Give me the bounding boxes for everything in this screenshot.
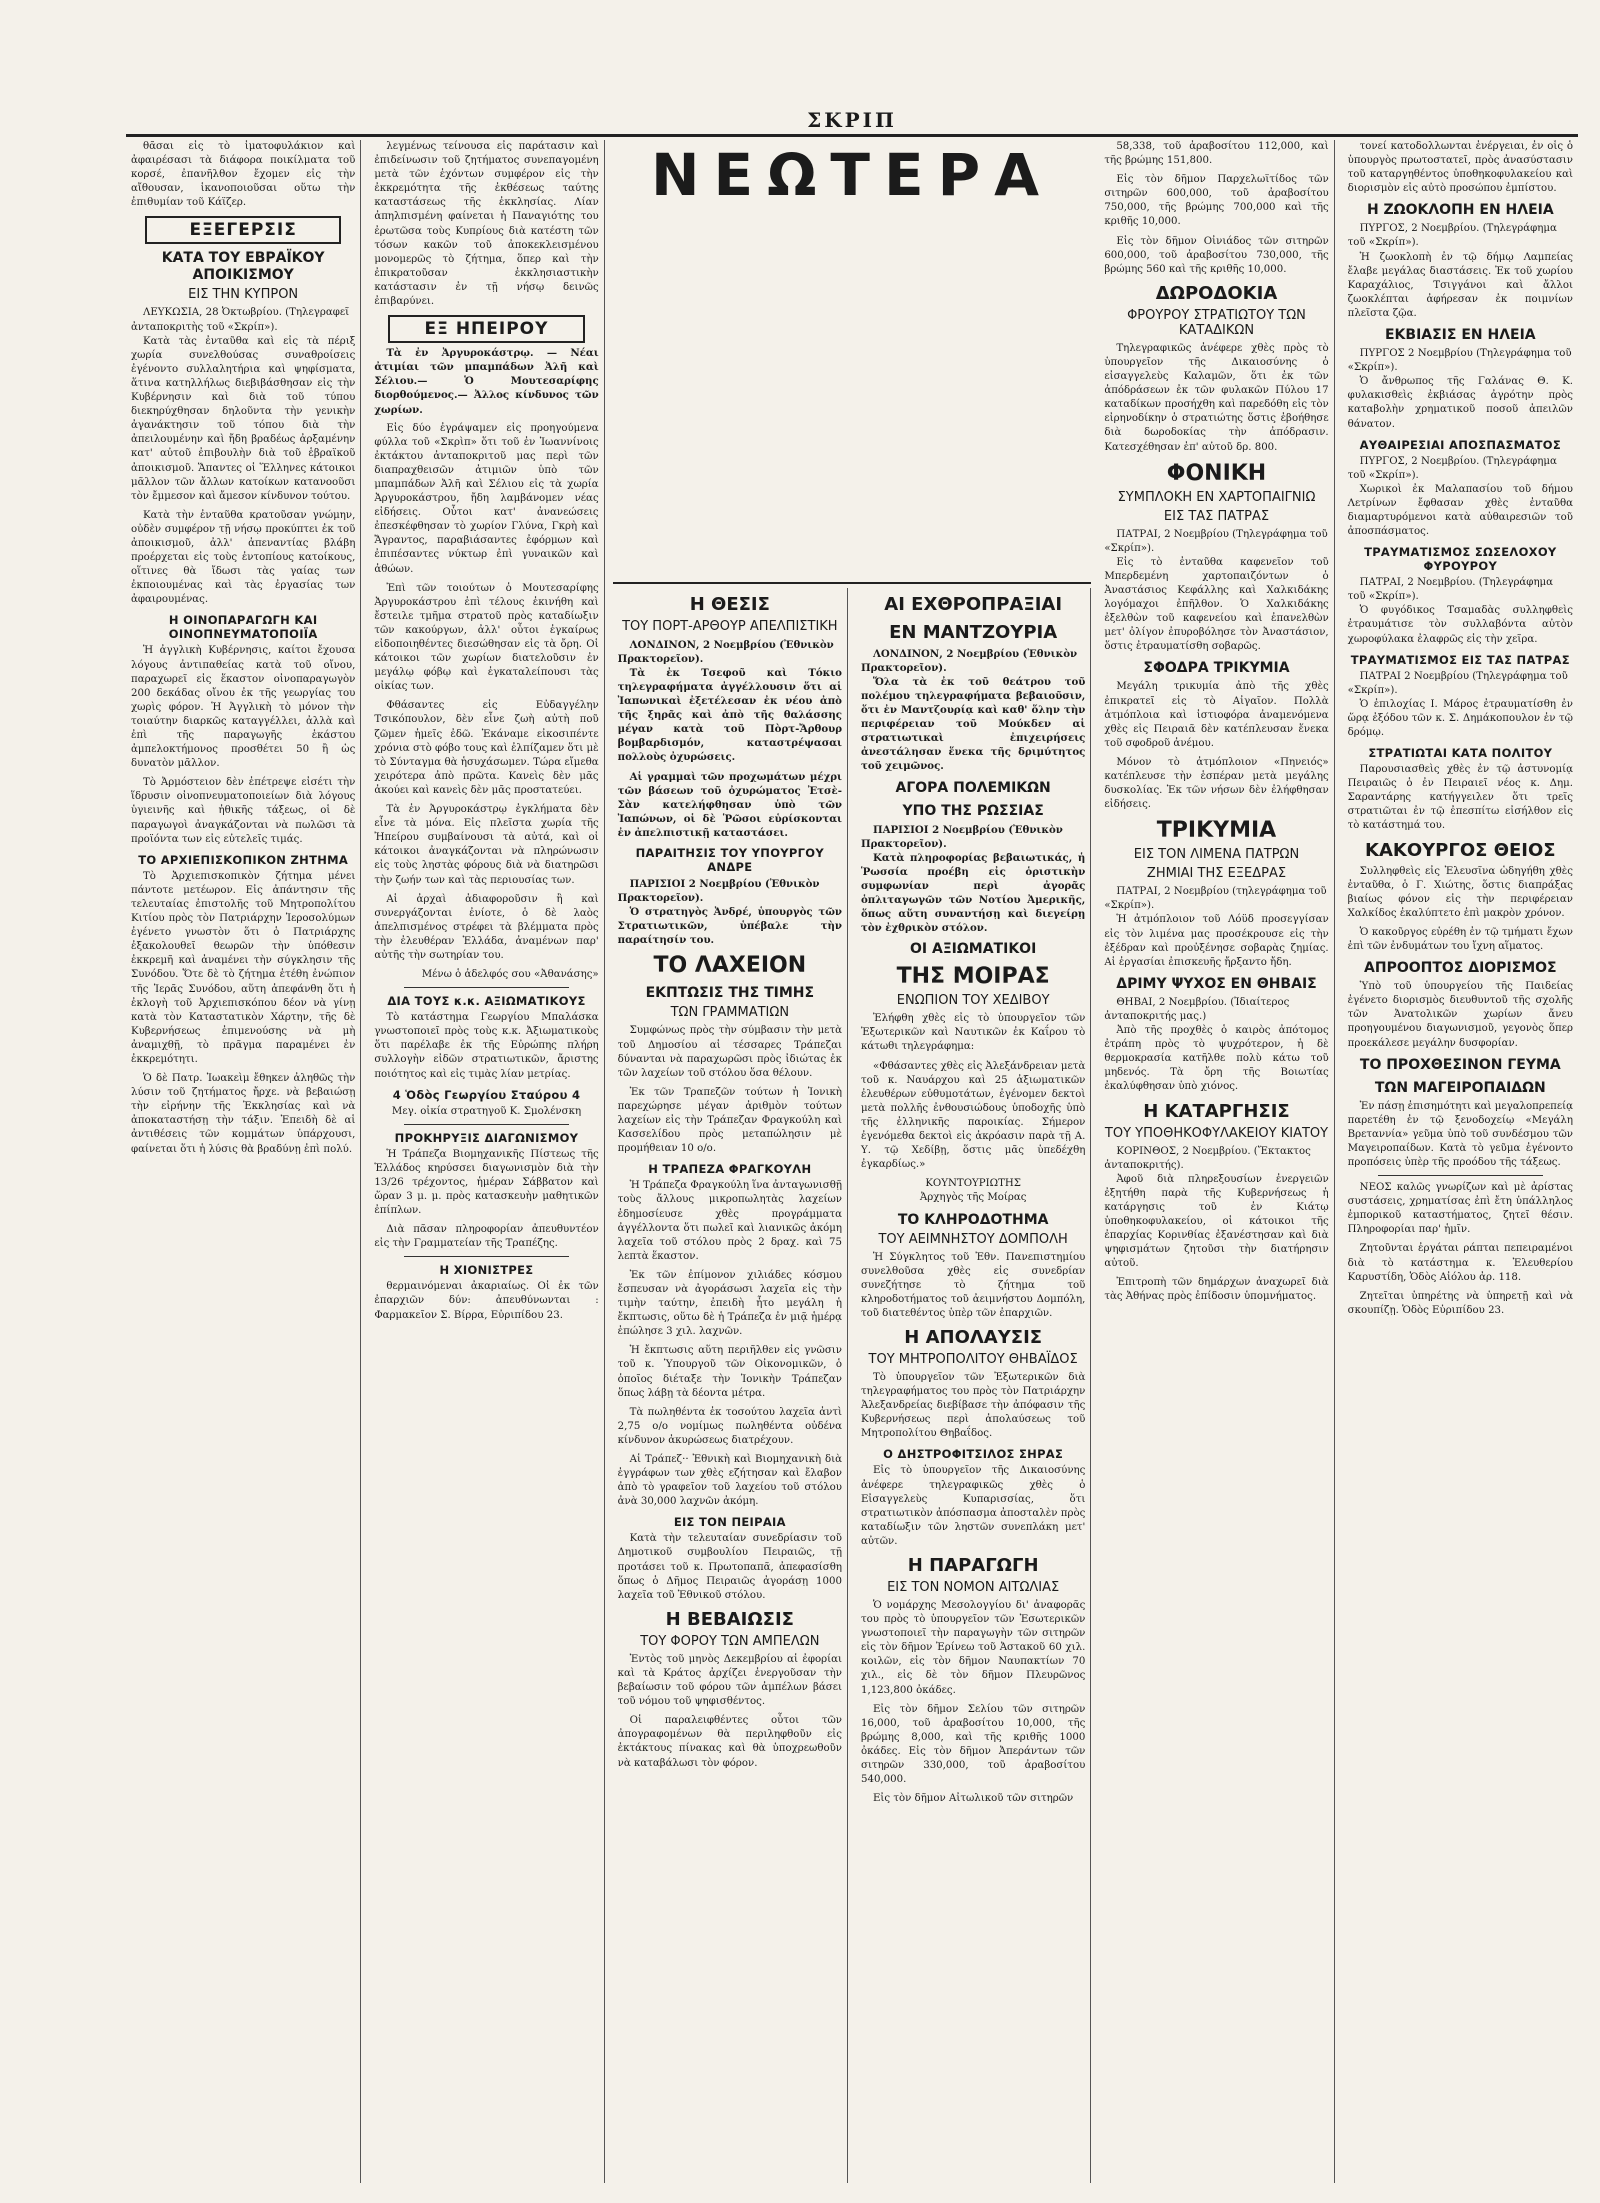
divider [404,1124,568,1125]
divider [404,1256,568,1257]
article-paragraph: Ἐντὸς τοῦ μηνὸς Δεκεμβρίου αἱ ἐφορίαι καὶ τὰ Κράτος ἀρχίζει ἐνεργοῦσαν τὴν βεβαίωσιν τοῦ φόρου τῶν ἀμπέλων βάσει τοῦ νόμου τοῦ ψηφισθέντος. [617,1653,842,1708]
classified-ad: Ζητοῦνται ἐργάται ράπται πεπειραμένοι διὰ τὸ κατάστημα κ. Ἐλευθερίου Καρυστίδη, Ὁδὸς Αἰόλου ἀρ. 118. [1347,1243,1573,1283]
article-title: Η ΑΠΟΛΑΥΣΙΣ [904,1326,1043,1348]
article-title: ΑΙ ΕΧΘΡΟΠΡΑΞΙΑΙ [884,593,1063,615]
article-paragraph: Ὁ δὲ Πατρ. Ἱωακεὶμ ἔθηκεν ἀληθῶς τὴν λύσιν τοῦ ζητήματος ἤρχε. νὰ βεβαιώσῃ τὴν εἰρήνην τῆς Ἐκκλησίας καὶ νὰ ἀποκαταστήσῃ τὴν τάξιν. Ἐπειδὴ δὲ αἱ ἀντιθέσεις τῶν κομμάτων ὑπάρχουσι, φαίνεται ὅτι ἡ λύσις θὰ βραδύνῃ ἐπὶ πολύ. [131,1073,356,1155]
classified-ad: ΝΕΟΣ καλῶς γνωρίζων καὶ μὲ ἀρίστας συστάσεις, χρηματίσας ἐπὶ ἔτη ὑπάλληλος ἐμπορικοῦ καταστήματος, ζητεῖ θέσιν. Πληροφορίαι παρ' ἡμῖν. [1347,1182,1573,1236]
article-paragraph: Τὸ Ἀρμόστειον δὲν ἐπέτρεψε εἰσέτι τὴν ἵδρυσιν οἰνοπνευματοποιείων διὰ λόγους ὑγιεινῆς καὶ ἠθικῆς τάξεως, οἱ δὲ παραγωγοὶ ἀναγκάζονται νὰ πωλῶσι τὰ προϊόντα των εἰς εὐτελεῖς τιμάς. [131,777,356,845]
article-title: ΔΩΡΟΔΟΚΙΑ [1155,282,1278,304]
classified-ad: Ζητεῖται ὑπηρέτης νὰ ὑπηρετῇ καὶ νὰ σκουπίζῃ. Ὁδὸς Εὐριπίδου 23. [1347,1290,1573,1316]
article-paragraph: Ἐν πάσῃ ἐπισημότητι καὶ μεγαλοπρεπείᾳ παρετέθη ἐν τῷ ξενοδοχείῳ «Μεγάλη Βρεταννία» γεῦμα ὑπὸ τοῦ συνδέσμου τῶν Μαγειροπαίδων. Κατὰ τὸ γεῦμα ἐγένοντο προπόσεις ὑπὲρ τῆς προόδου τῆς τάξεως. [1347,1100,1573,1168]
dateline: ΠΑΤΡΑΙ 2 Νοεμβρίου (Τηλεγράφημα τοῦ «Σκρίπ»). [1347,670,1568,696]
article-subtitle: ΦΡΟΥΡΟΥ ΣΤΡΑΤΙΩΤΟΥ ΤΩΝ ΚΑΤΑΔΙΚΩΝ [1127,307,1306,338]
article-paragraph: «Φθάσαντες χθὲς εἰς Ἀλεξάνδρειαν μετὰ τοῦ κ. Ναυάρχου καὶ 25 ἀξιωματικῶν ἐλευθέρων εὐθυμοτάτων, ἐγένομεν δεκτοὶ μετὰ πολλῆς ἐνθουσιώδους ὑποδοχῆς ὑπὸ τῆς ἐλληνικῆς παροικίας. Σήμερον ἐγενόμεθα δεκτοὶ εἰς ἀκρόασιν παρὰ τῇ Α. Υ. τῷ Χεδίβῃ, ὅστις μᾶς ὑπεδέχθη ἐγκαρδίως.» [860,1060,1086,1171]
dateline: ΠΑΡΙΣΙΟΙ 2 Νοεμβρίου (Ἐθνικὸν Πρακτορεῖον). [860,823,1063,850]
article-paragraph: Διὰ πᾶσαν πληροφορίαν ἀπευθυντέον εἰς τὴν Γραμματείαν τῆς Τραπέζης. [374,1224,599,1250]
article-paragraph: Συμφώνως πρὸς τὴν σύμβασιν τὴν μετὰ τοῦ Δημοσίου αἱ τέσσαρες Τράπεζαι δύνανται νὰ παραχωρῶσι πρὸς ἰδιώτας ἐκ τῶν λαχείων τοῦ στόλου ὅσα θέλουν. [617,1025,842,1079]
article-paragraph: Τὰ ἐκ Τσεφοῦ καὶ Τόκιο τηλεγραφήματα ἀγγέλλουσιν ὅτι αἱ Ἰαπωνικαὶ ἐξετέλεσαν ἐκ νέου ἀπὸ τῆς ξηρᾶς καὶ ἀπὸ τῆς θαλάσσης μέγαν κατὰ τοῦ Πὸρτ-Ἄρθουρ βομβαρδισμόν, καταστρέψασαι πολλοὺς ὀχυρώσεις. [617,666,842,764]
article-title: ΣΦΟΔΡΑ ΤΡΙΚΥΜΙΑ [1143,660,1290,677]
section-box-title: ΕΞ ΗΠΕΙΡΟΥ [388,315,584,343]
article-title: Η ΘΕΣΙΣ [689,593,770,615]
dateline: ΠΥΡΓΟΣ, 2 Νοεμβρίου. (Τηλεγράφημα τοῦ «Σκρίπ»). [1347,223,1557,249]
article-paragraph: Εἰς τὸν δῆμον Παρχελωϊτίδος τῶν σιτηρῶν 600,000, τοῦ ἀραβοσίτου 750,000, τῆς βρώμης 700,000 καὶ τῆς κριθῆς 10,000. [1104,174,1329,228]
article-heading: Η ΤΡΑΠΕΖΑ ΦΡΑΓΚΟΥΛΗ [648,1162,812,1177]
address-line: 4 Ὁδὸς Γεωργίου Σταύρου 4 [392,1087,581,1102]
article-paragraph: Ἐλήφθη χθὲς εἰς τὸ ὑπουργεῖον τῶν Ἐξωτερικῶν καὶ Ναυτικῶν ἐκ Καΐρου τὸ κάτωθι τηλεγράφημα: [860,1013,1086,1053]
article-paragraph: Ὑπὸ τοῦ ὑπουργείου τῆς Παιδείας ἐγένετο διορισμὸς διευθυντοῦ τῆς σχολῆς τῶν Ἀνατολικῶν χωρίων ἄνευ προηγουμένου διαγωνισμοῦ, γεγονὸς ὅπερ προεκάλεσε μεγάλην δυσφορίαν. [1347,981,1573,1049]
article-title: ΤΩΝ ΜΑΓΕΙΡΟΠΑΙΔΩΝ [1374,1079,1546,1096]
article-paragraph: Κατὰ πληροφορίας βεβαιωτικάς, ἡ Ῥωσσία προέβη εἰς ὁριστικὴν συμφωνίαν περὶ ἀγορᾶς ὁπλιταγωγῶν τῶν Νοτίου Ἀμερικῆς, ὅπως αὕτη συναντήσῃ καὶ διεγείρῃ τὸν ἐχθρικὸν στόλον. [860,851,1086,935]
article-heading: ΤΡΑΥΜΑΤΙΣΜΟΣ ΣΩΣΕΛΟΧΟΥ ΦΥΡΟΥΡΟΥ [1364,545,1557,574]
article-paragraph: Ἡ ἔκπτωσις αὕτη περιῆλθεν εἰς γνῶσιν τοῦ κ. Ὑπουργοῦ τῶν Οἰκονομικῶν, ὁ ὁποῖος διέταξε τὴν Ἰονικὴν Τράπεζαν ὅπως λάβῃ τὰ δέοντα μέτρα. [617,1345,842,1399]
article-heading: Ο ΔΗΣΤΡΟΦΙΤΣΙΛΟΣ ΣΗΡΑΣ [883,1447,1064,1462]
article-paragraph: Ἡ Τράπεζα Φραγκούλη ἵνα ἀνταγωνισθῇ τοὺς ἄλλους μικροπωλητὰς λαχείων ἐδημοσίευσε χθὲς προγράμματα ἀγγέλλοντα ὅτι πωλεῖ καὶ λιανικῶς ἀκόμη λαχεῖα τοῦ στόλου πρὸς 2 δραχ. καὶ 75 λεπτὰ ἕκαστον. [617,1180,842,1262]
article-paragraph: Τὸ ὑπουργεῖον τῶν Ἐξωτερικῶν διὰ τηλεγραφήματος του πρὸς τὸν Πατριάρχην Ἀλεξανδρείας διεβίβασε τὴν ἀπόφασιν τῆς Κυβερνήσεως περὶ ἀπολαύσεως τοῦ Μητροπολίτου Θηβαΐδος. [860,1371,1086,1440]
article-heading: Η ΟΙΝΟΠΑΡΑΓΩΓΗ ΚΑΙ ΟΙΝΟΠΝΕΥΜΑΤΟΠΟΙΪΑ [168,613,318,642]
article-title: ΑΓΟΡΑ ΠΟΛΕΜΙΚΩΝ [895,779,1051,796]
dateline: ΠΑΤΡΑΙ, 2 Νοεμβρίου (τηλεγράφημα τοῦ «Σκρίπ»). [1104,886,1327,912]
signature: ΚΟΥΝΤΟΥΡΙΩΤΗΣ [925,1178,1021,1190]
article-paragraph: Ἐπὶ τῶν τοιούτων ὁ Μουτεσαρίφης Ἀργυροκάστρου ἐπὶ τέλους ἐκινήθη καὶ ἔστειλε τμῆμα στρατοῦ πρὸς καταδίωξιν τῶν κακούργων, ἀλλ' οὗτοι ἐγκαίρως εἰδοποιηθέντες διεσώθησαν εἰς τὰ ὄρη. Οἱ κάτοικοι τῶν χωρίων διατελοῦσιν ἐν μεγάλῳ φόβῳ καὶ ἐγκαταλείπουσι τὰς οἰκίας των. [374,582,599,693]
article-paragraph: Ἡ Σύγκλητος τοῦ Ἐθν. Πανεπιστημίου συνελθοῦσα χθὲς εἰς συνεδρίαν συνεζήτησε τὸ ζήτημα τοῦ κληροδοτήματος τοῦ ἀειμνήστου Δομπόλη, τοῦ διατεθέντος ὑπὲρ τῶν ἐπαρχιῶν. [860,1251,1086,1319]
article-paragraph: Ἀφοῦ διὰ πληρεξουσίων ἐνεργειῶν ἐξητήθη παρὰ τῆς Κυβερνήσεως ἡ κατάργησις τοῦ ἐν Κιάτῳ ὑποθηκοφυλακείου, οἱ κάτοικοι τῆς ἐπαρχίας Κορινθίας ἐξανέστησαν καὶ διὰ ψηφισμάτων ζητοῦσι τὴν διατήρησιν αὐτοῦ. [1104,1173,1329,1270]
article-paragraph: Ἐπιτροπὴ τῶν δημάρχων ἀναχωρεῖ διὰ τὰς Ἀθήνας πρὸς ἐπίδοσιν ὑπομνήματος. [1104,1277,1329,1303]
column-2 [369,140,604,2183]
article-paragraph: Αἱ ἀρχαὶ ἀδιαφοροῦσιν ἢ καὶ συνεργάζονται ἐνίοτε, ὁ δὲ λαὸς ἀπελπισμένος στρέφει τὰ βλέμματα πρὸς τὴν ἐλευθέραν Ἑλλάδα, ἀναμένων παρ' αὐτῆς τὴν σωτηρίαν του. [374,893,599,961]
column-3 [613,588,848,2183]
article-heading: ΠΑΡΑΙΤΗΣΙΣ ΤΟΥ ΥΠΟΥΡΓΟΥ ΑΝΔΡΕ [635,846,824,874]
article-paragraph: Εἰς τὸν δῆμον Οἰνιάδος τῶν σιτηρῶν 600,000, τοῦ ἀραβοσίτου 730,000, τῆς βρώμης 560 καὶ τῆς κριθῆς 10,000. [1104,235,1329,275]
column-6 [1343,140,1578,2183]
article-paragraph: θᾶσαι εἰς τὸ ἱματοφυλάκιον καὶ ἀφαιρέσασι τὰ διάφορα ποικίλματα τοῦ κορσέ, ἐπανῆλθον ἔχομεν εἰς τὴν αἴθουσαν, ἱκανοποιοῦσαι οὕτω τὴν ἐπιθυμίαν τοῦ Κάϊζερ. [131,141,356,209]
article-paragraph: Τὰ πωληθέντα ἐκ τοσούτου λαχεῖα ἀντὶ 2,75 ο/ο νομίμως πωληθέντα οὐδένα κίνδυνον ἀκυρώσεως διατρέχουν. [617,1406,842,1446]
dateline: ΚΟΡΙΝΘΟΣ, 2 Νοεμβρίου. (Ἔκτακτος ἀνταποκριτής). [1104,1145,1311,1171]
article-title: ΤΟ ΚΛΗΡΟΔΟΤΗΜΑ [897,1211,1049,1228]
article-title: Η ΠΑΡΑΓΩΓΗ [907,1555,1039,1576]
article-paragraph: Εἰς τὸ ἐνταῦθα καφενεῖον τοῦ Μπερδεμένη χαρτοπαιζόντων ὁ Ἀναστάσιος Κεφάλλης καὶ Χαλκιδάκης λογόμαχοι ἐπῆλθον. Ὁ Χαλκιδάκης ἐξελθὼν τοῦ καφενείου καὶ ἐπανελθὼν μετ' ὀλίγον ἐπυροβόλησε τὸν Ἀναστάσιον, ὅστις ἐτραυματίσθη σοβαρῶς. [1104,556,1329,653]
article-title: Η ΒΕΒΑΙΩΣΙΣ [665,1608,794,1630]
article-subtitle: ΤΟΥ ΠΟΡΤ-ΑΡΘΟΥΡ ΑΠΕΛΠΙΣΤΙΚΗ [622,618,838,634]
article-paragraph: Κατὰ τὴν ἐνταῦθα κρατοῦσαν γνώμην, οὐδὲν συμφέρον τῇ νήσῳ προκύπτει ἐκ τοῦ ἀποικισμοῦ, ἀλλ' ἀπεναντίας βλάβη προέρχεται εἰς τοὺς ἐντοπίους κατοίκους, οἵτινες θὰ ἴδωσι τὰς γαίας των ἐκποιουμένας καὶ τὰς ἐργασίας των ἀφαιρουμένας. [131,509,356,606]
article-title: Η ΚΑΤΑΡΓΗΣΙΣ [1143,1100,1290,1122]
article-subtitle: ΕΙΣ ΤΟΝ ΛΙΜΕΝΑ ΠΑΤΡΩΝ [1133,847,1300,863]
article-title: ΥΠΟ ΤΗΣ ΡΩΣΣΙΑΣ [902,802,1044,819]
article-paragraph: Οἱ παραλειφθέντες οὗτοι τῶν ἀπογραφομένων θὰ περιληφθοῦν εἰς ἐκτάκτους πίνακας καὶ θὰ ὑποχρεωθοῦν νὰ καταβάλωσι τὸν φόρον. [617,1715,842,1769]
article-title: ΕΝ ΜΑΝΤΖΟΥΡΙΑ [889,621,1058,643]
column-4 [856,588,1091,2183]
article-heading: ΔΙΑ ΤΟΥΣ κ.κ. ΑΞΙΩΜΑΤΙΚΟΥΣ [387,994,586,1009]
article-paragraph: Κατὰ τὴν τελευταίαν συνεδρίασιν τοῦ Δημοτικοῦ συμβουλίου Πειραιῶς, τῇ προτάσει τοῦ κ. Πρωτοπαπᾶ, ἀπεφασίσθη ὅπως ὁ Δῆμος Πειραιῶς ἀγοράσῃ 1000 λαχεῖα τοῦ Ἐθνικοῦ στόλου. [617,1533,842,1601]
article-title: ΟΙ ΑΞΙΩΜΑΤΙΚΟΙ [910,941,1037,958]
article-paragraph: Ἡ Τράπεζα Βιομηχανικῆς Πίστεως τῆς Ἑλλάδος κηρύσσει διαγωνισμὸν διὰ τὴν 13/26 τρέχοντος, ἡμέραν Σάββατον καὶ ὥραν 3 μ. μ. πρὸς κατασκευὴν μαθητικῶν ἐπίπλων. [374,1148,599,1217]
dateline: ΠΥΡΓΟΣ, 2 Νοεμβρίου. (Τηλεγράφημα τοῦ «Σκρίπ»). [1347,455,1557,481]
article-heading: ΣΤΡΑΤΙΩΤΑΙ ΚΑΤΑ ΠΟΛΙΤΟΥ [1368,746,1553,761]
article-heading: ΠΡΟΚΗΡΥΞΙΣ ΔΙΑΓΩΝΙΣΜΟΥ [394,1130,579,1145]
article-heading: ΕΙΣ ΤΟΝ ΠΕΙΡΑΙΑ [673,1515,786,1530]
article-paragraph: Τὰ ἐν Ἀργυροκάστρῳ ἐγκλήματα δὲν εἶνε τὰ μόνα. Εἰς πλεῖστα χωρία τῆς Ἠπείρου συμβαίνουσι τὰ αὐτά, καὶ οἱ κάτοικοι ἀναγκάζονται νὰ πληρώνωσιν εἰς τοὺς ληστὰς φόρους διὰ νὰ διατηρῶσι τὴν ζωήν των καὶ τὰς περιουσίας των. [374,804,599,886]
article-title: ΔΡΙΜΥ ΨΥΧΟΣ ΕΝ ΘΗΒΑΙΣ [1116,975,1317,992]
article-paragraph: Εἰς τὸν δῆμον Σελίου τῶν σιτηρῶν 16,000, τοῦ ἀραβοσίτου 10,000, τῆς βρώμης 8,000, καὶ τῆς κριθῆς 1000 ὀκάδες. Εἰς τὸν δῆμον Ἀπεράντων τῶν σιτηρῶν 330,000, τοῦ ἀραβοσίτου 540,000. [860,1703,1086,1786]
article-title: ΤΟ ΠΡΟΧΘΕΣΙΝΟΝ ΓΕΥΜΑ [1359,1056,1561,1073]
article-title: Η ΖΩΟΚΛΟΠΗ ΕΝ ΗΛΕΙΑ [1366,202,1554,219]
article-heading: ΤΟ ΑΡΧΙΕΠΙΣΚΟΠΙΚΟΝ ΖΗΤΗΜΑ [138,852,349,867]
article-paragraph: Παρουσιασθεὶς χθὲς ἐν τῷ ἀστυνομίᾳ Πειραιῶς ὁ ἐν Πειραιεῖ νέος κ. Δημ. Σαραντάρης κατήγγειλεν ὅτι τρεῖς στρατιῶται ἐν τῷ ἐπεσπίτω εἰσήλθον εἰς τὸ κατάστημά του. [1347,764,1573,832]
article-paragraph: Αἱ γραμμαὶ τῶν προχωμάτων μέχρι τῶν βάσεων τοῦ ὀχυρώματος Ἐτσὲ-Σὰν κατελήφθησαν ὑπὸ τῶν Ἰαπώνων, οἱ δὲ Ῥῶσοι εὑρίσκονται ἐν ἀπελπιστικῇ καταστάσει. [617,770,842,839]
dateline: ΠΑΡΙΣΙΟΙ 2 Νοεμβρίου (Ἐθνικὸν Πρακτορεῖον). [617,878,820,905]
article-paragraph: Τὸ Ἀρχιεπισκοπικὸν ζήτημα μένει πάντοτε μετέωρον. Εἰς ἀπάντησιν τῆς τελευταίας ἐπιστολῆς τοῦ Μητροπολίτου Κιτίου πρὸς τὸν Πατριάρχην Ἱεροσολύμων ἐγένετο γνωστὸν ὅτι ὁ Πατριάρχης ἐξακολουθεῖ θεωρῶν τὴν ὑπόθεσιν ἐκκρεμῆ καὶ ἀναμένει τὴν σύγκλησιν τῆς Συνόδου. Ὅτε δὲ τὸ ζήτημα ἐτέθη ἐνώπιον τῆς Ἱερᾶς Συνόδου, αὕτη ἀπεφάνθη ὅτι ἡ ἐκλογὴ τοῦ Ἀρχιεπισκόπου δέον νὰ γίνῃ κατὰ τὸν Καταστατικὸν Χάρτην, τῆς δὲ Κυβερνήσεως ἐπιμενούσης νὰ μὴ ἀναμιχθῇ, τὸ πρᾶγμα παραμένει ἐν ἐκκρεμότητι. [131,870,356,1065]
article-title: ΤΟ ΛΑΧΕΙΟΝ [653,953,807,979]
article-paragraph: Ὁ στρατηγὸς Ἀνδρέ, ὑπουργὸς τῶν Στρατιωτικῶν, ὑπέβαλε τὴν παραίτησίν του. [617,906,842,947]
address-sub: Μεγ. οἰκία στρατηγοῦ Κ. Σμολένσκη [391,1105,582,1117]
dateline: ΠΥΡΓΟΣ 2 Νοεμβρίου (Τηλεγράφημα τοῦ «Σκρίπ»). [1347,348,1572,374]
article-subtitle: ΤΟΥ ΥΠΟΘΗΚΟΦΥΛΑΚΕΙΟΥ ΚΙΑΤΟΥ [1104,1125,1329,1141]
article-paragraph: Εἰς τὸν δῆμον Αἰτωλικοῦ τῶν σιτηρῶν [872,1793,1074,1805]
dateline: ΠΑΤΡΑΙ, 2 Νοεμβρίου. (Τηλεγράφημα τοῦ «Σκρίπ»). [1347,577,1554,603]
article-subtitle: ΣΥΜΠΛΟΚΗ ΕΝ ΧΑΡΤΟΠΑΙΓΝΙΩ [1117,489,1316,505]
article-paragraph: λεγμένως τείνουσα εἰς παράτασιν καὶ ἐπιδείνωσιν τοῦ ζητήματος συνεπαγομένη μετὰ τῶν ἐχόντων συμφέρον εἰς τὴν ἐκκρεμότητα τῆς ἐκθέσεως ταύτης καταστάσεως τῆς ἐκκλησίας. Λίαν ἀπηλπισμένη φαίνεται ἡ Παναγιότης του ἐρωτῶσα τοὺς Κυπρίους διὰ κατέστη τῶν τόσων κακῶν τοῦ ἀποκεκλεισμένου μονομερῶς τὸ ζήτημα, ὅπερ καὶ τὴν ἐπικρατοῦσαν ἐκκλησιαστικὴν κατάστασιν ἐν τῇ νήσῳ δεινῶς ἐπιβαρύνει. [374,141,599,308]
article-lead: Τὰ ἐν Ἀργυροκάστρῳ. — Νέαι ἀτιμίαι τῶν μπαμπάδων Ἀλῆ καὶ Σέλιου.— Ὁ Μουτεσαρίφης διορθούμενος.— Ἀλλος κίνδυνος τῶν χωρίων. [374,347,599,416]
article-paragraph: Συλληφθεὶς εἰς Ἐλευσῖνα ὡδηγήθη χθὲς ἐνταῦθα, ὁ Γ. Χιώτης, ὅστις διαπράξας βιαίως φόνον εἰς τὴν περιφέρειαν Χαλκίδος ἐκαλύπτετο ἐπὶ μακρὸν χρόνον. [1347,865,1573,919]
column-5 [1099,140,1334,2183]
article-subtitle: ΤΩΝ ΓΡΑΜΜΑΤΙΩΝ [670,1005,790,1021]
neotera-banner: ΝΕΩΤΕΡΑ [613,140,1092,584]
column-1 [126,140,361,2183]
dateline: ΘΗΒΑΙ, 2 Νοεμβρίου. (Ἰδιαίτερος ἀνταποκριτής μας.) [1104,996,1290,1022]
article-paragraph: Ἐκ τῶν Τραπεζῶν τούτων ἡ Ἰονικὴ παρεχώρησε μέγαν ἀριθμὸν τούτων λαχείων εἰς τὴν Τράπεζαν Φραγκούλη καὶ Κασσελίδου πρὸς μεταπώλησιν μὲ προμήθειαν 10 ο/ο. [617,1086,842,1155]
dateline: ΛΕΥΚΩΣΙΑ, 28 Ὀκτωβρίου. (Τηλεγραφεῖ ἀνταποκριτὴς τοῦ «Σκρίπ»). [131,307,350,333]
article-title: ΚΑΤΑ ΤΟΥ ΕΒΡΑΪΚΟΥ ΑΠΟΙΚΙΣΜΟΥ [161,250,325,284]
article-title: ΚΑΚΟΥΡΓΟΣ ΘΕΙΟΣ [1365,839,1556,861]
article-subtitle: ΖΗΜΙΑΙ ΤΗΣ ΕΞΕΔΡΑΣ [1146,866,1287,882]
article-paragraph: Ὁ κακοῦργος εὑρέθη ἐν τῷ τμήματι ἔχων ἐπὶ τῶν ἐνδυμάτων του ἴχνη αἵματος. [1347,926,1573,953]
article-heading: ΤΡΑΥΜΑΤΙΣΜΟΣ ΕΙΣ ΤΑΣ ΠΑΤΡΑΣ [1350,652,1570,667]
article-title: ΦΟΝΙΚΗ [1166,460,1267,486]
article-paragraph: Αἱ Τράπεζ·· Ἐθνικὴ καὶ Βιομηχανικὴ διὰ ἐγγράφων των χθὲς εζήτησαν καὶ ἔλαβον ἀπὸ τὸ γραφεῖον τοῦ λαχείου τοῦ στόλου ἀνὰ 30,000 λαχνῶν ἀκόμη. [617,1454,842,1508]
article-paragraph: Ὁ ἄνθρωπος τῆς Γαλάνας Θ. Κ. φυλακισθεὶς ἐκβιάσας ἀγρότην πρὸς καταβολὴν χρηματικοῦ ποσοῦ ἀπειλῶν θάνατον. [1347,376,1573,430]
article-paragraph: Φθάσαντες εἰς Εὐδαγγέλην Τσικόπουλον, δὲν εἶνε ζωὴ αὐτὴ ποῦ ζῶμεν ἡμεῖς ἐδῶ. Ἐκάναμε εἰκοσιπέντε χρόνια στὸ φόβο τους καὶ ἐλπίζαμεν ὅτι μὲ τὸ Σύνταγμα θὰ ἡσυχάσωμεν. Τώρα εἴμεθα χειρότερα ἀπὸ πρῶτα. Κανεὶς δὲν μᾶς ἀκούει καὶ κανεὶς δὲν μᾶς προστατεύει. [374,700,599,796]
article-heading: ΑΥΘΑΙΡΕΣΙΑΙ ΑΠΟΣΠΑΣΜΑΤΟΣ [1359,437,1561,452]
article-paragraph: Τὸ κατάστημα Γεωργίου Μπαλάσκα γνωστοποιεῖ πρὸς τοὺς κ.κ. Ἀξιωματικοὺς ὅτι παρέλαβε ἐκ τῆς Εὐρώπης πλήρη συλλογὴν εἰδῶν στρατιωτικῶν, ἄριστης ποιότητος καὶ εἰς τιμὰς λίαν μετρίας. [374,1012,599,1080]
article-paragraph: Εἰς τὸ ὑπουργεῖον τῆς Δικαιοσύνης ἀνέφερε τηλεγραφικῶς χθὲς ὁ Εἰσαγγελεὺς Κυπαρισσίας, ὅτι στρατιωτικὸν ἀπόσπασμα ἀποσταλὲν πρὸς καταδίωξιν τῶν ληστῶν συνεπλάκη μετ' αὐτῶν. [860,1465,1086,1547]
article-paragraph: 58,338, τοῦ ἀραβοσίτου 112,000, καὶ τῆς βρώμης 151,800. [1104,141,1329,167]
article-paragraph: θερμαινόμεναι ἀκαριαίως. Οἱ ἐκ τῶν ἐπαρχιῶν δύν: ἀπευθύνωνται : Φαρμακεῖον Σ. Βίρρα, Εὐριπίδου 23. [374,1281,599,1321]
newspaper-name: ΣΚΡΙΠ [807,108,897,132]
article-paragraph: Μόνον τὸ ἀτμόπλοιον «Πηνειός» κατέπλευσε τὴν ἑσπέραν μετὰ μεγάλης δυσκολίας. Ἐκ τῶν νήσων δὲν ἐλήφθησαν εἰδήσεις. [1104,756,1329,811]
section-box-title: ΕΞΕΓΕΡΣΙΣ [145,216,341,244]
divider [1378,1175,1543,1176]
divider [404,987,568,988]
article-title: ΤΡΙΚΥΜΙΑ [1156,818,1277,844]
article-subtitle: ΕΝΩΠΙΟΝ ΤΟΥ ΧΕΔΙΒΟΥ [896,993,1050,1009]
article-title: ΕΚΒΙΑΣΙΣ ΕΝ ΗΛΕΙΑ [1384,327,1536,344]
dateline: ΠΑΤΡΑΙ, 2 Νοεμβρίου (Τηλεγράφημα τοῦ «Σκρίπ»). [1104,528,1328,554]
article-subtitle: ΤΟΥ ΑΕΙΜΝΗΣΤΟΥ ΔΟΜΠΟΛΗ [878,1231,1068,1247]
article-paragraph: Ὁ φυγόδικος Τσαμαδὰς συλληφθεὶς ἐτραυμάτισε τὸν συλλαβόντα αὐτὸν χωροφύλακα ἐλαφρῶς εἰς τὴν χεῖρα. [1347,605,1573,645]
article-paragraph: Ὁ νομάρχης Μεσολογγίου δι' ἀναφορᾶς του πρὸς τὸ ὑπουργεῖον τῶν Ἐσωτερικῶν γνωστοποιεῖ τὴν παραγωγὴν τῶν σιτηρῶν εἰς τὸν δῆμον Ἐρίνεω τοῦ Ἀστακοῦ 60 χιλ. κοιλῶν, εἰς τὸν δῆμον Ναυπακτίων 70 χιλ., εἰς δὲ τὸν δῆμον Πλευρῶνος 1,123,800 ὀκάδες. [860,1600,1086,1696]
article-subtitle: ΕΙΣ ΤΟΝ ΝΟΜΟΝ ΑΙΤΩΛΙΑΣ [887,1580,1060,1595]
article-title: ΑΠΡΟΟΠΤΟΣ ΔΙΟΡΙΣΜΟΣ [1364,960,1557,977]
article-paragraph: Χωρικοὶ ἐκ Μαλαπασίου τοῦ δήμου Λετρίνων ἔφθασαν χθὲς ἐνταῦθα διαμαρτυρόμενοι κατὰ αὐθαιρεσιῶν τοῦ ἀποσπάσματος. [1347,483,1573,538]
article-paragraph: Ἐκ τῶν ἐπίμονον χιλιάδες κόσμου ἔσπευσαν νὰ ἀγοράσωσι λαχεῖα εἰς τὴν τιμὴν ταύτην, ἐπειδὴ ἦτο μεγάλη ἡ ἔκπτωσις, οὕτω δὲ ἡ Τράπεζα ἐν μιᾷ ἡμέρᾳ ἐπώλησε 3 χιλ. λαχνῶν. [617,1269,842,1338]
article-paragraph: Ὅλα τὰ ἐκ τοῦ θεάτρου τοῦ πολέμου τηλεγραφήματα βεβαιοῦσιν, ὅτι ἐν Μαντζουρίᾳ καὶ καθ' ὅλην τὴν περιφέρειαν τοῦ Μούκδεν αἱ στρατιωτικαὶ ἐπιχειρήσεις ἀνεστάλησαν ἕνεκα τῆς δριμύτητος τοῦ χειμῶνος. [860,675,1086,773]
article-paragraph: Ἀπὸ τῆς προχθὲς ὁ καιρὸς ἀπότομος ἐτράπη πρὸς τὸ ψυχρότερον, ἡ δὲ θερμοκρασία κατῆλθε πολὺ κάτω τοῦ μηδενός. Τὰ ὄρη τῆς Βοιωτίας ἐκαλύφθησαν ὑπὸ χιόνος. [1104,1025,1329,1093]
article-paragraph: Εἰς δύο ἐγράψαμεν εἰς προηγούμενα φύλλα τοῦ «Σκρὶπ» ὅτι τοῦ ἐν Ἰωαννίνοις ἐκτάκτου ἀνταποκριτοῦ μας περὶ τῶν διαπραχθεισῶν ἀτιμιῶν ὑπὸ τῶν μπαμπάδων Ἀλῆ καὶ Σέλιου εἰς τὰ χωρία Ἀργυροκάστρου, ἤδη λαμβάνομεν νέας εἰδήσεις. Οὗτοι κατ' ἀνανεώσεις ἐπεσκέφθησαν τὸ χωρίον Γλύνα, Γκρὴ καὶ Ἄγραντος, παραβιάσαντες ἐφόρμων καὶ ἐπιπέσαντες νύκτωρ ἐπὶ γυναικῶν καὶ ἀθώων. [374,422,599,575]
signature: Μένω ὁ ἀδελφός σου «Ἀθανάσης» [421,969,599,981]
article-paragraph: Ἡ ἀτμόπλοιον τοῦ Λόϋδ προσεγγίσαν εἰς τὸν λιμένα μας προσέκρουσε εἰς τὴν ἐξέδραν καὶ προὐξένησε σοβαρὰς ζημίας. Αἱ ἐργασίαι ἐπισκευῆς ἤρξαντο ἤδη. [1104,914,1329,968]
signature-title: Ἀρχηγὸς τῆς Μοίρας [919,1192,1027,1204]
article-paragraph: Μεγάλη τρικυμία ἀπὸ τῆς χθὲς ἐπικρατεῖ εἰς τὸ Αἰγαῖον. Πολλὰ ἀτμόπλοια καὶ ἱστιοφόρα ἀναμενόμενα χθὲς εἰς Πειραιᾶ δὲν κατέπλευσαν ἕνεκα τοῦ σφοδροῦ ἀνέμου. [1104,681,1329,749]
article-title: ΤΗΣ ΜΟΙΡΑΣ [896,964,1050,990]
article-paragraph: Κατὰ τὰς ἐνταῦθα καὶ εἰς τὰ πέριξ χωρία συνελθούσας συναθροίσεις ἐγένοντο συλλαλητήρια καὶ ψηφίσματα, ἅτινα κατηλλήλως διεβιβάσθησαν εἰς τὴν Κυβέρνησιν καὶ διὰ τοῦ τύπου διεκηρύχθησαν δηλοῦντα τὴν γενικὴν ἀγανάκτησιν τοῦ τόπου διὰ τὴν ἀπειλουμένην καὶ ἤδη βραδέως ἀρξαμένην κατ' αὐτοῦ ἐπιβουλὴν διὰ τοῦ ἑβραϊκοῦ ἀποικισμοῦ. Ἅπαντες οἱ Ἕλληνες κάτοικοι μᾶλλον τῶν ἄλλων κατοίκων κατανοοῦσι τὸν ἔμμεσον καὶ ἄμεσον κίνδυνον τούτου. [131,335,356,502]
article-title: ΕΚΠΤΩΣΙΣ ΤΗΣ ΤΙΜΗΣ [645,985,815,1002]
article-paragraph: Ὁ ἐπιλοχίας Ι. Μάρος ἐτραυματίσθη ἐν ὥρᾳ ἐξόδου τῶν κ. Σ. Δημάκοπουλον ἐν τῷ δρόμῳ. [1347,698,1573,738]
article-subtitle: ΤΟΥ ΜΗΤΡΟΠΟΛΙΤΟΥ ΘΗΒΑΪΔΟΣ [868,1351,1078,1367]
article-paragraph: Τηλεγραφικῶς ἀνέφερε χθὲς πρὸς τὸ ὑπουργεῖον τῆς Δικαιοσύνης ὁ εἰσαγγελεὺς Καλαμῶν, ὅτι ἐκ τῶν ἀπόδράσεων ἐκ τῶν φυλακῶν Πύλου 17 καταδίκων προσήχθη καὶ παρεδόθη εἰς τὸν εἰρηνοδίκην ὁ στρατιώτης ὅστις ἐβοήθησε διὰ δωροδοκίας τὴν ἀπόδρασιν. Κατεσχέθησαν ἐπ' αὐτοῦ δρ. 800. [1104,342,1329,453]
article-subtitle: ΤΟΥ ΦΟΡΟΥ ΤΩΝ ΑΜΠΕΛΩΝ [640,1633,820,1649]
dateline: ΛΟΝΔΙΝΟΝ, 2 Νοεμβρίου (Ἐθνικὸν Πρακτορεῖον). [617,638,834,665]
article-paragraph: Ἡ ζωοκλοπὴ ἐν τῷ δήμῳ Λαμπείας ἔλαβε μεγάλας διαστάσεις. Ἐκ τοῦ χωρίου Καραχάλιος, Τσιγγάνοι καὶ ἄλλοι ζωοκλέπται ἀφήρεσαν ἐκ ποιμνίων πλεῖστα ζῷα. [1347,251,1573,319]
article-subtitle: ΕΙΣ ΤΑΣ ΠΑΤΡΑΣ [1163,508,1270,524]
columns-grid [126,140,1578,2183]
article-subtitle: ΕΙΣ ΤΗΝ ΚΥΠΡΟΝ [188,287,299,303]
article-heading: Η ΧΙΟΝΙΣΤΡΕΣ [439,1263,534,1278]
article-paragraph: τονεί κατοδολλωνται ἐνέργειαι, ἐν οἷς ὁ ὑπουργὸς πρωτοστατεῖ, πρὸς ἀνασύστασιν τοῦ καταργηθέντος ὑποθηκοφυλακείου καὶ διορισμὸν εἰς αὐτὸ προσώπου ἐμπίστου. [1347,141,1573,195]
article-paragraph: Ἡ ἀγγλικὴ Κυβέρνησις, καίτοι ἔχουσα λόγους ἀντιπαθείας κατὰ τοῦ οἴνου, παραχωρεῖ εἰς ἕκαστον οἰνοπαραγωγὸν 200 δεκάδας οἴνου ἐκ τῆς γεωργίας του χωρὶς φόρον. Ἡ Ἀγγλικὴ τὸ μόνον τὴν τοιαύτην διαρκῶς καταγγέλλει, ἀλλὰ καὶ ἐπὶ τῆς παραγωγῆς ἑκάστου ἀμπελοκτήμονος προσθέτει 50 ἢ ὡς δυνατὸν μᾶλλον. [131,645,356,770]
dateline: ΛΟΝΔΙΝΟΝ, 2 Νοεμβρίου (Ἐθνικὸν Πρακτορεῖον). [860,647,1078,674]
masthead [126,108,1578,137]
